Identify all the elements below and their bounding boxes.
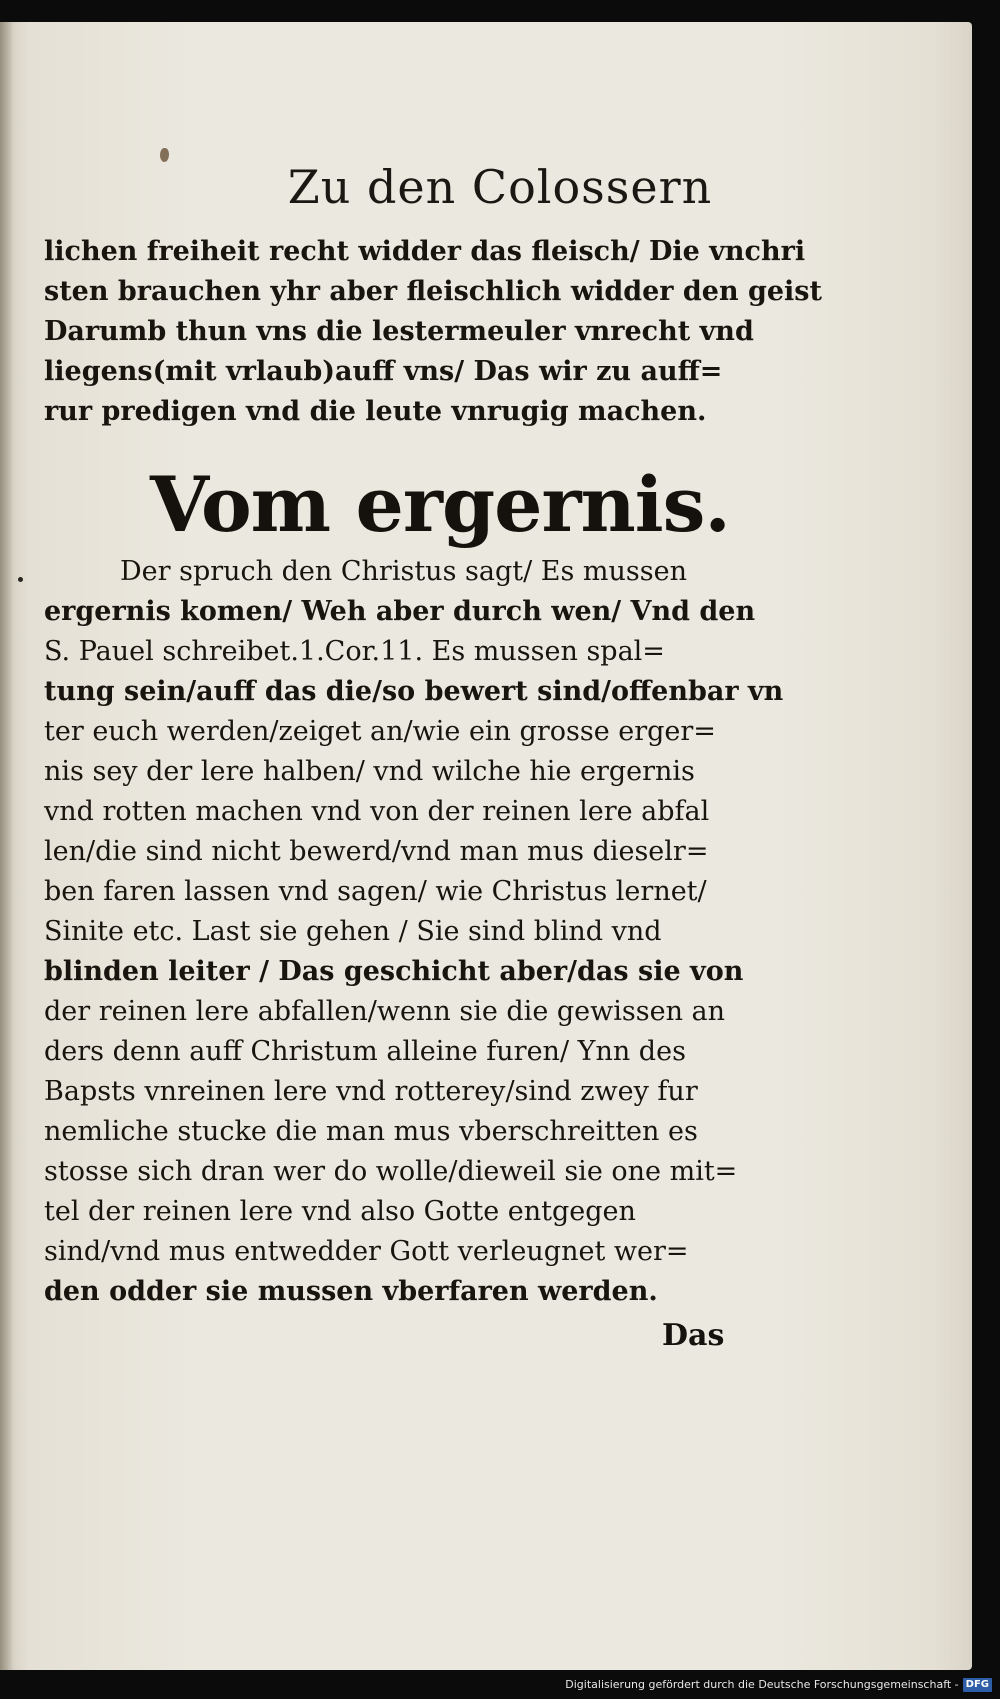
text-line: den odder sie mussen vberfaren werden. [44,1276,658,1307]
book-page [0,22,972,1670]
text-line: tel der reinen lere vnd also Gotte entgegen [44,1196,636,1227]
text-line: rur predigen vnd die leute vnrugig machen. [44,396,707,427]
text-line: liegens(mit vrlaub)auff vns/ Das wir zu auff= [44,356,723,387]
text-line: S. Pauel schreibet.1.Cor.11. Es mussen spal= [44,636,665,667]
text-line: ter euch werden/zeiget an/wie ein grosse erger= [44,716,716,747]
text-line: len/die sind nicht bewerd/vnd man mus dieselr= [44,836,709,867]
margin-mark [18,577,23,582]
text-line: Der spruch den Christus sagt/ Es mussen [120,556,687,587]
catchword: Das [662,1318,725,1353]
text-line: ben faren lassen vnd sagen/ wie Christus lernet/ [44,876,707,907]
text-line: Darumb thun vns die lestermeuler vnrecht vnd [44,316,754,347]
text-line: sten brauchen yhr aber fleischlich widder den geist [44,276,822,307]
text-line: nemliche stucke die man mus vberschreitten es [44,1116,698,1147]
running-head: Zu den Colossern [287,160,713,214]
text-line: Sinite etc. Last sie gehen / Sie sind blind vnd [44,916,662,947]
body-paragraph [44,552,784,1312]
text-line: vnd rotten machen vnd von der reinen lere abfal [44,796,710,827]
text-line: der reinen lere abfallen/wenn sie die gewissen an [44,996,726,1027]
text-line: ders denn auff Christum alleine furen/ Ynn des [44,1036,686,1067]
dfg-logo-icon: DFG [963,1678,992,1692]
text-line: blinden leiter / Das geschicht aber/das sie von [44,956,744,987]
text-line: nis sey der lere halben/ vnd wilche hie ergernis [44,756,695,787]
top-paragraph [44,232,822,432]
text-line: stosse sich dran wer do wolle/dieweil sie one mit= [44,1156,738,1187]
text-line: ergernis komen/ Weh aber durch wen/ Vnd den [44,596,756,627]
text-line: lichen freiheit recht widder das fleisch/ Die vnchri [44,236,806,267]
dfg-credit [565,1677,992,1693]
dfg-credit-text: Digitalisierung gefördert durch die Deutsche Forschungsgemeinschaft - [565,1678,959,1691]
text-line: tung sein/auff das die/so bewert sind/offenbar vn [44,676,784,707]
text-line: sind/vnd mus entwedder Gott verleugnet wer= [44,1236,689,1267]
section-heading: Vom ergernis. [150,460,730,549]
text-line: Bapsts vnreinen lere vnd rotterey/sind zwey fur [44,1076,698,1107]
